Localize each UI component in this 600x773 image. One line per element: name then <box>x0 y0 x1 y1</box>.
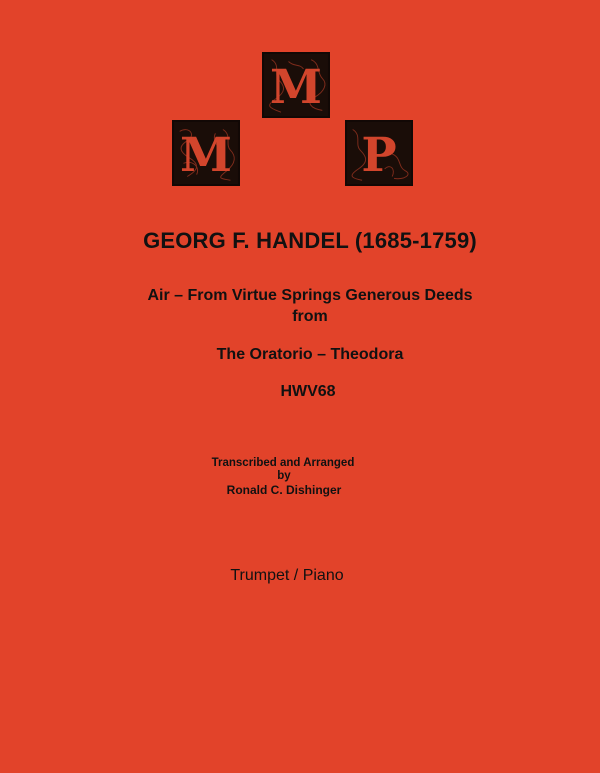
svg-text:P: P <box>361 127 397 183</box>
piece-title-line-1: Air – From Virtue Springs Generous Deeds <box>147 287 473 304</box>
logo-tile-m-left <box>172 120 240 186</box>
composer-heading: GEORG F. HANDEL (1685-1759) <box>143 228 477 253</box>
oratorio-title: The Oratorio – Theodora <box>216 346 404 363</box>
ornamental-m-letter-icon <box>174 122 238 184</box>
arranger-name: Ronald C. Dishinger <box>226 483 342 497</box>
logo-tile-p-right <box>345 120 413 186</box>
ornamental-m-letter-icon <box>264 54 328 116</box>
instrumentation: Trumpet / Piano <box>230 567 344 584</box>
svg-text:M: M <box>270 59 322 115</box>
ornamental-p-letter-icon <box>347 122 411 184</box>
logo-tile-m-top <box>262 52 330 118</box>
credit-line-1: Transcribed and Arranged <box>211 457 355 469</box>
credit-line-2: by <box>277 470 291 482</box>
catalog-number: HWV68 <box>280 383 336 400</box>
piece-title-line-2: from <box>292 308 328 325</box>
svg-text:M: M <box>180 127 232 183</box>
